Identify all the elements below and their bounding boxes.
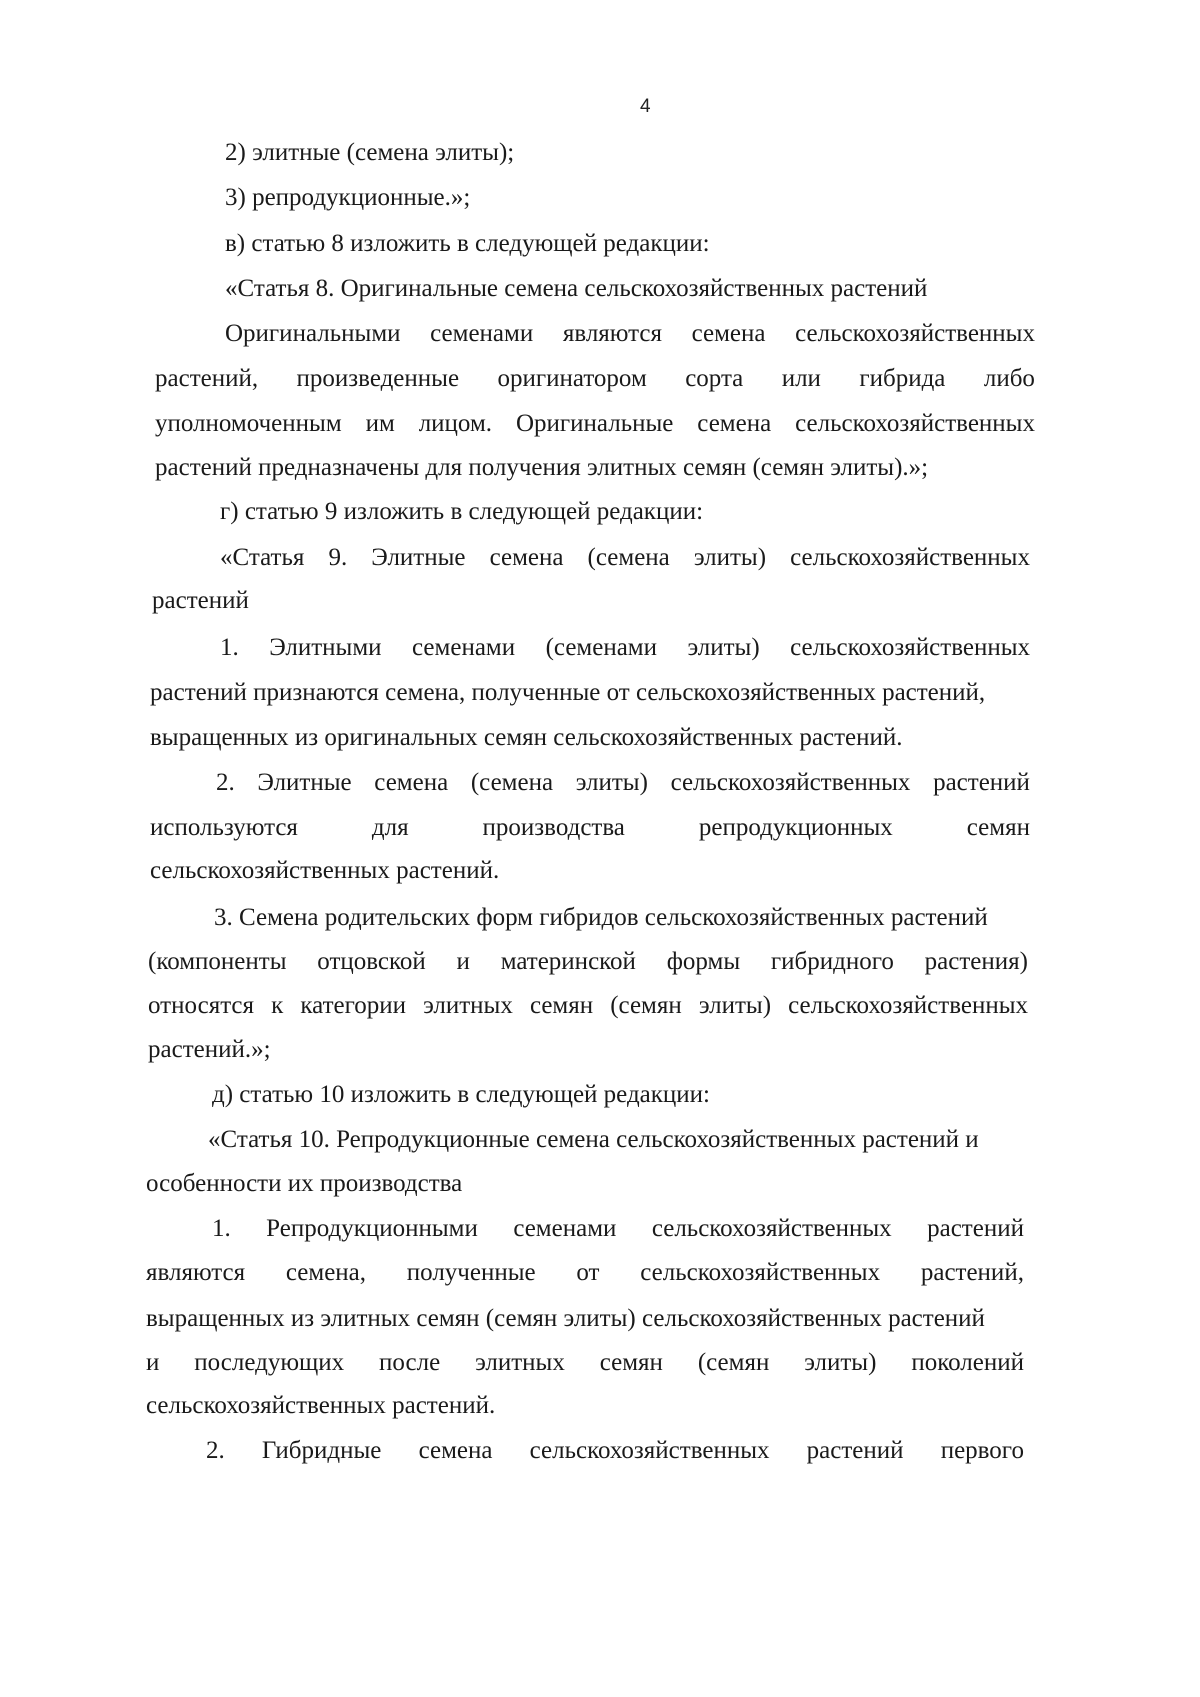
text-line: г) статью 9 изложить в следующей редакции: xyxy=(220,498,704,525)
text-line: сельскохозяйственных растений. xyxy=(146,1392,496,1419)
word: сельскохозяйственных xyxy=(651,1215,892,1242)
word: сорта xyxy=(685,365,744,392)
word: формы xyxy=(666,948,741,975)
word: им xyxy=(365,410,395,437)
word: элиты) xyxy=(698,992,772,1019)
word: семена xyxy=(418,1437,493,1464)
word: семенами xyxy=(412,634,516,661)
word: последующих xyxy=(194,1349,345,1376)
text-line: д) статью 10 изложить в следующей редакции: xyxy=(212,1081,710,1108)
word: лицом. xyxy=(418,410,493,437)
text-line xyxy=(212,1216,1024,1241)
word: Репродукционными xyxy=(266,1215,478,1242)
word: семена xyxy=(374,769,449,796)
word: семян xyxy=(966,814,1030,841)
word: семенами xyxy=(513,1215,617,1242)
word: сельскохозяйственных xyxy=(788,992,1028,1019)
word: семян xyxy=(529,992,594,1019)
word: являются xyxy=(146,1259,246,1286)
word: 2. xyxy=(216,769,235,796)
word: растений, xyxy=(920,1259,1024,1286)
word: Элитными xyxy=(269,634,382,661)
text-line xyxy=(155,411,1035,436)
word: элиты) xyxy=(693,544,767,571)
text-line xyxy=(148,949,1028,974)
word: сельскохозяйственных xyxy=(790,634,1030,661)
text-line: особенности их производства xyxy=(146,1170,463,1197)
word: репродукционных xyxy=(698,814,893,841)
word: семян xyxy=(599,1349,663,1376)
word: оригинатором xyxy=(497,365,647,392)
word: (семенами xyxy=(545,634,658,661)
word: Оригинальные xyxy=(515,410,674,437)
word: сельскохозяйственных xyxy=(529,1437,770,1464)
word: (семена xyxy=(587,544,670,571)
word: Элитные xyxy=(371,544,466,571)
text-line: растений.»; xyxy=(148,1036,271,1063)
text-line xyxy=(216,770,1030,795)
word: семенами xyxy=(430,320,534,347)
word: 2. xyxy=(206,1437,225,1464)
word: сельскохозяйственных xyxy=(670,769,911,796)
word: относятся xyxy=(148,992,255,1019)
word: 9. xyxy=(328,544,348,571)
word: после xyxy=(379,1349,441,1376)
word: производства xyxy=(482,814,625,841)
word: либо xyxy=(983,365,1035,392)
text-line: 3) репродукционные.»; xyxy=(225,184,471,211)
page-number: 4 xyxy=(640,96,651,117)
word: (семена xyxy=(470,769,554,796)
text-line: сельскохозяйственных растений. xyxy=(150,857,500,884)
word: являются xyxy=(562,320,662,347)
word: от xyxy=(576,1259,600,1286)
word: растений xyxy=(933,769,1030,796)
word: используются xyxy=(150,814,298,841)
word: семена xyxy=(489,544,564,571)
text-line xyxy=(220,545,1030,570)
text-line xyxy=(150,815,1030,840)
word: (семян xyxy=(610,992,682,1019)
text-line: выращенных из элитных семян (семян элиты) сельскохозяйственных растений xyxy=(146,1305,985,1332)
word: гибридного xyxy=(770,948,894,975)
word: (компоненты xyxy=(148,948,287,975)
text-line: растений xyxy=(152,587,249,614)
text-line: «Статья 8. Оригинальные семена сельскохозяйственных растений xyxy=(225,275,928,302)
word: сельскохозяйственных xyxy=(790,544,1030,571)
word: уполномоченным xyxy=(155,410,342,437)
word: отцовской xyxy=(317,948,426,975)
text-line: растений признаются семена, полученные от сельскохозяйственных растений, xyxy=(150,679,986,706)
text-line: 3. Семена родительских форм гибридов сельскохозяйственных растений xyxy=(214,904,988,931)
word: для xyxy=(371,814,409,841)
text-line: растений предназначены для получения элитных семян (семян элиты).»; xyxy=(155,454,929,481)
word: Гибридные xyxy=(261,1437,382,1464)
text-line: 2) элитные (семена элиты); xyxy=(225,139,515,166)
word: и xyxy=(456,948,470,975)
word: растений xyxy=(806,1437,904,1464)
word: сельскохозяйственных xyxy=(795,410,1035,437)
text-line xyxy=(146,1350,1024,1375)
word: поколений xyxy=(911,1349,1024,1376)
word: 1. xyxy=(212,1215,231,1242)
word: первого xyxy=(940,1437,1024,1464)
word: растений, xyxy=(155,365,259,392)
word: к xyxy=(271,992,284,1019)
text-line xyxy=(225,321,1035,346)
word: (семян xyxy=(697,1349,770,1376)
text-line: в) статью 8 изложить в следующей редакции: xyxy=(225,230,710,257)
word: растений xyxy=(927,1215,1024,1242)
word: сельскохозяйственных xyxy=(795,320,1035,347)
word: элитных xyxy=(423,992,513,1019)
word: материнской xyxy=(500,948,636,975)
word: полученные xyxy=(406,1259,536,1286)
word: семена xyxy=(691,320,766,347)
text-line xyxy=(220,635,1030,660)
word: категории xyxy=(300,992,407,1019)
text-line xyxy=(155,366,1035,391)
word: Элитные xyxy=(257,769,352,796)
word: семена xyxy=(697,410,772,437)
text-line xyxy=(206,1438,1024,1463)
word: произведенные xyxy=(296,365,460,392)
word: гибрида xyxy=(859,365,946,392)
word: сельскохозяйственных xyxy=(640,1259,881,1286)
text-line xyxy=(146,1260,1024,1285)
word: растения) xyxy=(924,948,1028,975)
text-line xyxy=(148,993,1028,1018)
word: или xyxy=(781,365,821,392)
word: элиты) xyxy=(575,769,648,796)
word: элитных xyxy=(475,1349,565,1376)
word: элиты) xyxy=(804,1349,877,1376)
text-line: выращенных из оригинальных семян сельскохозяйственных растений. xyxy=(150,724,903,751)
word: «Статья xyxy=(220,544,305,571)
word: 1. xyxy=(220,634,239,661)
word: Оригинальными xyxy=(225,320,401,347)
word: и xyxy=(146,1349,160,1376)
word: элиты) xyxy=(687,634,760,661)
text-line: «Статья 10. Репродукционные семена сельскохозяйственных растений и xyxy=(208,1126,979,1153)
word: семена, xyxy=(285,1259,367,1286)
